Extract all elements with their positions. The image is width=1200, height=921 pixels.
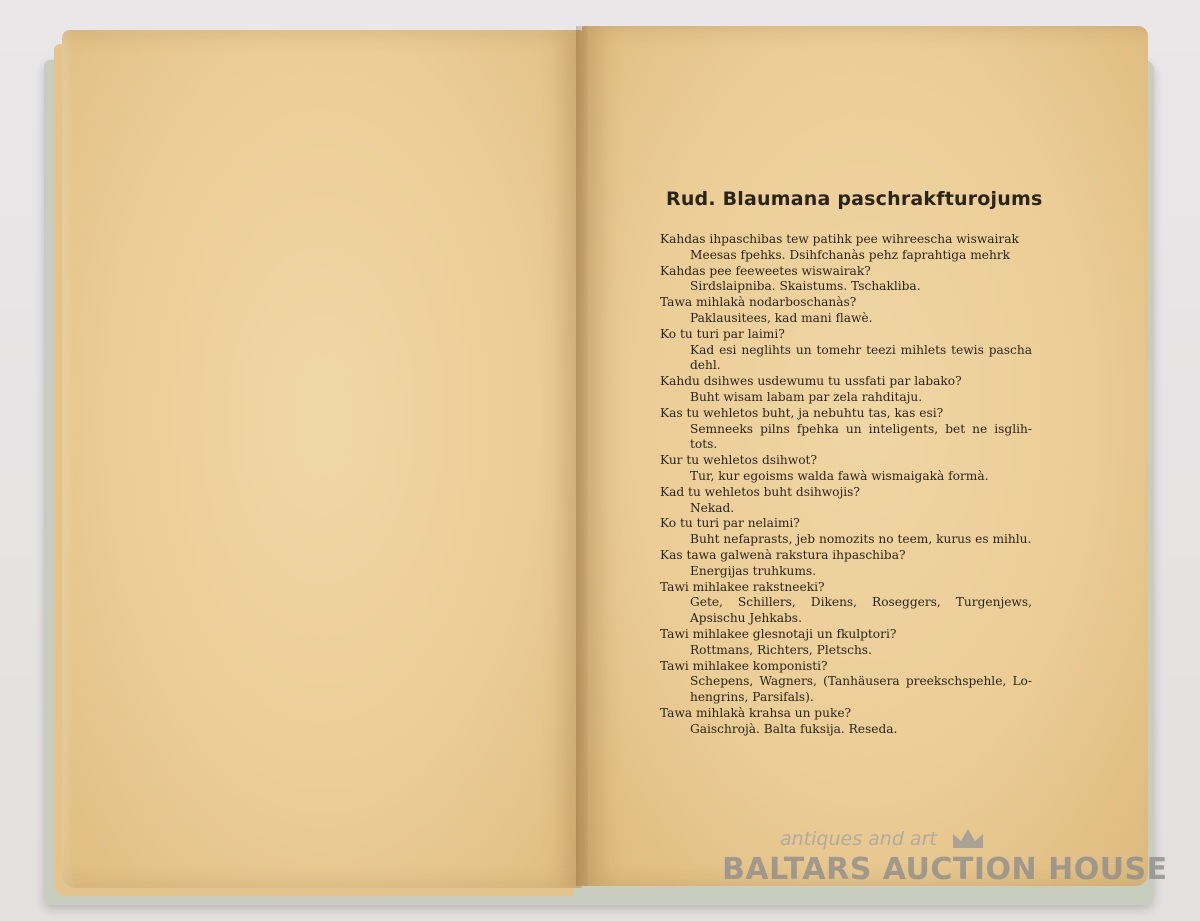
answer: Paklausitees, kad mani flawè. [690, 310, 873, 325]
answer: Buht nefaprasts, jeb nomozits no teem, kurus es mihlu. [690, 532, 1032, 547]
answer: Gete, Schillers, Dikens, Roseggers, Turgenjews, Apsischu Jehkabs. [690, 595, 1032, 626]
left-page-blank [62, 30, 582, 888]
answer: Gaischrojà. Balta fuksija. Reseda. [690, 721, 898, 736]
page-title: Rud. Blaumana paschrakfturojums [666, 188, 1043, 210]
question: Tawi mihlakee komponisti? [660, 658, 828, 673]
answer: Energijas truhkums. [690, 563, 816, 578]
question: Tawa mihlakà nodarboschanàs? [660, 295, 857, 310]
page-content [660, 188, 1043, 738]
question: Kad tu wehletos buht dsihwojis? [660, 484, 860, 499]
answer: Semneeks pilns fpehka un inteligents, bet ne isglih-tots. [690, 421, 1032, 452]
answer: Nekad. [690, 500, 735, 515]
answer: Buht wisam labam par zela rahditaju. [690, 389, 923, 404]
watermark-tagline: antiques and art [780, 828, 937, 850]
question: Ko tu turi par nelaimi? [660, 516, 800, 531]
answer: Meesas fpehks. Dsihfchanàs pehz faprahtiga mehrk [690, 247, 1011, 262]
answer: Rottmans, Richters, Pletschs. [690, 642, 872, 657]
answer: Kad esi neglihts un tomehr teezi mihlets tewis pascha dehl. [690, 342, 1032, 373]
crown-icon [950, 826, 986, 850]
question: Kahdas pee feeweetes wiswairak? [660, 263, 871, 278]
watermark-name: BALTARS AUCTION HOUSE [722, 852, 1168, 887]
book-gutter [576, 26, 588, 886]
question: Kahdu dsihwes usdewumu tu ussfati par labako? [660, 374, 962, 389]
question: Kas tawa galwenà rakstura ihpaschiba? [660, 547, 906, 562]
question: Kur tu wehletos dsihwot? [660, 453, 817, 468]
answer: Sirdslaipniba. Skaistums. Tschakliba. [690, 279, 921, 294]
question: Kahdas ihpaschibas tew patihk pee wihreescha wiswairak [660, 232, 1019, 246]
questionnaire [660, 232, 1032, 738]
question: Tawi mihlakee glesnotaji un fkulptori? [660, 626, 897, 641]
answer: Tur, kur egoisms walda fawà wismaigakà formà. [690, 468, 989, 483]
question: Kas tu wehletos buht, ja nebuhtu tas, kas esi? [660, 405, 944, 420]
question: Ko tu turi par laimi? [660, 326, 785, 341]
question: Tawi mihlakee rakstneeki? [660, 579, 825, 594]
auction-house-watermark [722, 826, 1168, 896]
question: Tawa mihlakà krahsa un puke? [660, 705, 852, 720]
answer: Schepens, Wagners, (Tanhäusera preekschspehle, Lo-hengrins, Parsifals). [690, 674, 1032, 705]
